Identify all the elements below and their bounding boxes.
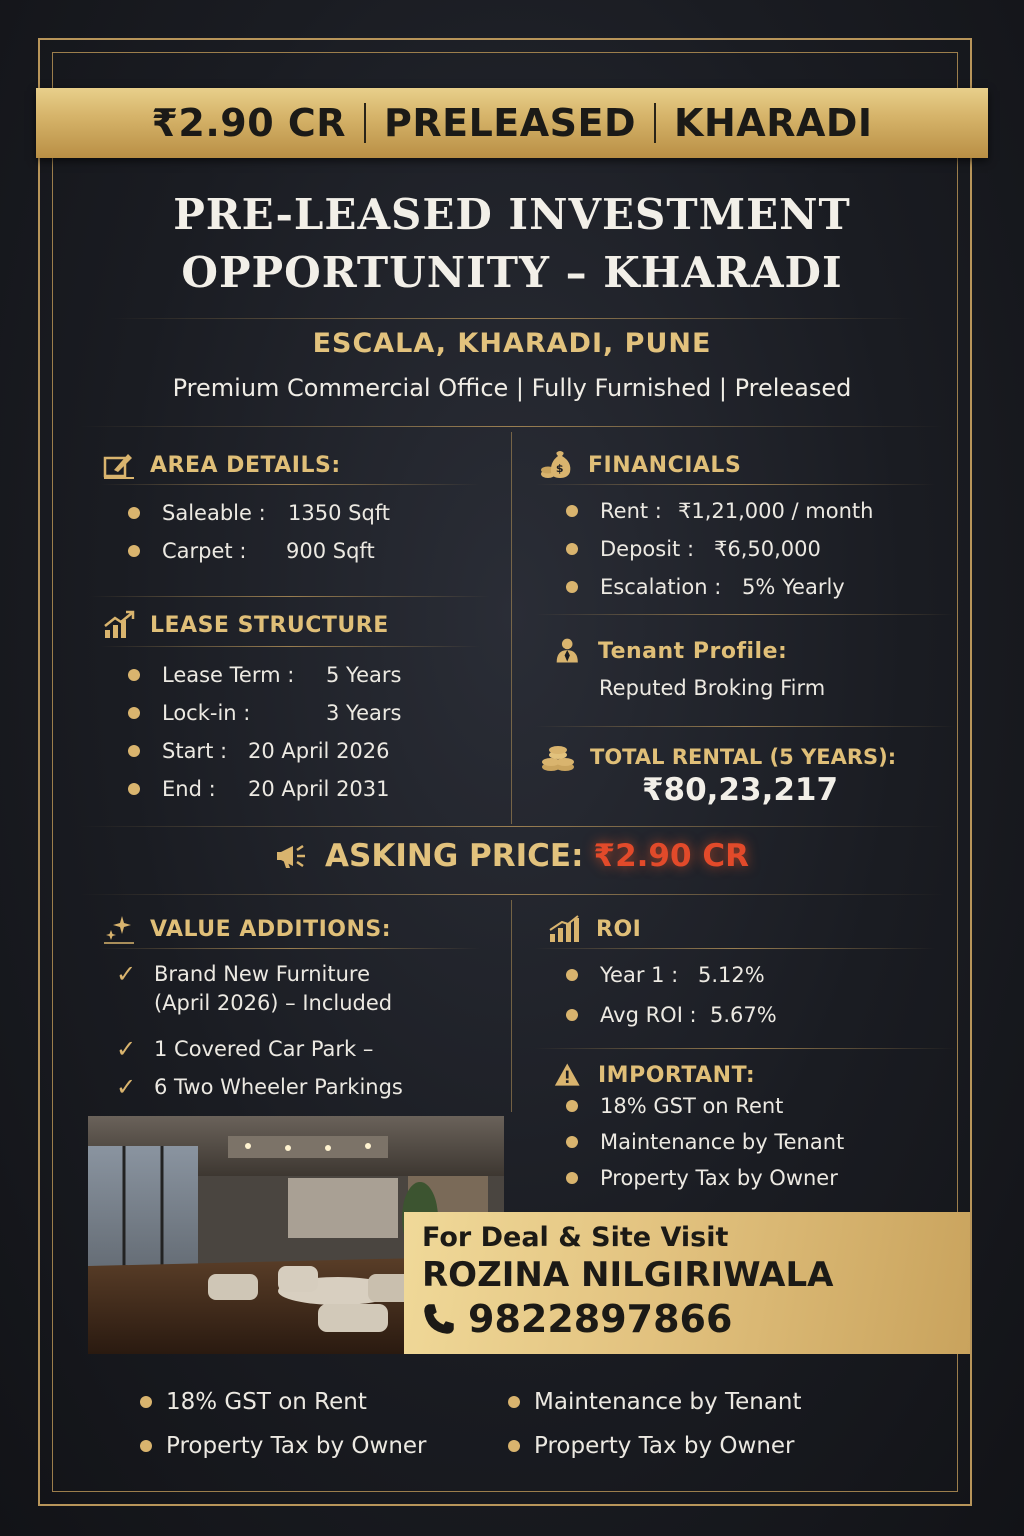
item-value: 900 Sqft [286, 539, 375, 563]
contact-name: ROZINA NILGIRIWALA [422, 1255, 834, 1295]
bullet-icon [140, 1396, 152, 1408]
area-details-list [128, 494, 390, 570]
property-subtitle: Premium Commercial Office | Fully Furnished | Preleased [172, 374, 852, 402]
bullet-icon [566, 1136, 578, 1148]
bullet-icon [566, 1172, 578, 1184]
title-line-1: PRE-LEASED INVESTMENT [173, 190, 851, 239]
item-text: Maintenance by Tenant [534, 1389, 802, 1415]
growth-chart-icon [102, 610, 136, 640]
item-key: Saleable : [162, 501, 266, 525]
divider [535, 484, 935, 485]
list-item [566, 1124, 844, 1160]
warning-icon [554, 1060, 584, 1090]
banner-price: ₹2.90 CR [151, 101, 347, 145]
item-key: Avg ROI : [600, 1003, 697, 1027]
check-icon: ✓ [116, 1073, 137, 1101]
list-item [508, 1424, 802, 1468]
value-additions-title: VALUE ADDITIONS: [150, 916, 392, 942]
value-additions-list [116, 960, 403, 1106]
item-key: Lease Term : [162, 663, 295, 687]
list-item [128, 532, 390, 570]
item-text: Property Tax by Owner [166, 1433, 427, 1459]
divider [100, 646, 480, 647]
divider [535, 726, 955, 727]
bullet-icon [128, 783, 140, 795]
bullet-icon [566, 581, 578, 593]
divider [535, 948, 935, 949]
list-item [128, 770, 401, 808]
item-value: 5% Yearly [742, 575, 845, 599]
item-text: Maintenance by Tenant [600, 1130, 845, 1154]
edit-icon [102, 450, 136, 480]
area-details-heading [102, 450, 341, 480]
list-item [566, 568, 873, 606]
divider [535, 1048, 955, 1049]
bottom-notes-right [508, 1380, 802, 1468]
column-divider [511, 432, 512, 824]
item-value: ₹6,50,000 [714, 537, 821, 561]
item-value: 1350 Sqft [288, 501, 391, 525]
item-key: Rent : [600, 499, 662, 523]
item-text: Property Tax by Owner [534, 1433, 795, 1459]
important-list [566, 1088, 844, 1196]
item-value: 5.67% [710, 1003, 777, 1027]
bullet-icon [140, 1440, 152, 1452]
item-line-1: 6 Two Wheeler Parkings [154, 1075, 403, 1099]
banner-separator [364, 103, 366, 143]
list-item [116, 1068, 403, 1106]
total-rental-label: TOTAL RENTAL (5 YEARS): [590, 745, 897, 769]
title-line-2: OPPORTUNITY – KHARADI [181, 248, 843, 297]
divider [100, 484, 480, 485]
column-divider [511, 900, 512, 1112]
list-item [566, 530, 873, 568]
contact-heading: For Deal & Site Visit [422, 1222, 729, 1253]
asking-price-value: ₹2.90 CR [593, 838, 749, 874]
sparkle-icon [102, 914, 136, 944]
item-line-1: 1 Covered Car Park – [154, 1037, 374, 1061]
top-banner [36, 88, 988, 158]
lease-structure-heading [102, 610, 389, 640]
tenant-profile-title: Tenant Profile: [598, 638, 788, 664]
money-bag-icon [540, 450, 574, 480]
item-text: Property Tax by Owner [600, 1166, 838, 1190]
divider [535, 614, 955, 615]
lease-structure-title: LEASE STRUCTURE [150, 612, 389, 638]
phone-icon [422, 1302, 456, 1336]
roi-heading [548, 914, 641, 944]
banner-location: KHARADI [674, 101, 873, 145]
roi-list [566, 956, 777, 1034]
roi-title: ROI [596, 916, 642, 942]
item-line-2: (April 2026) – Included [154, 991, 393, 1015]
megaphone-icon [275, 841, 309, 871]
divider [100, 948, 480, 949]
bar-chart-icon [548, 914, 582, 944]
bullet-icon [508, 1396, 520, 1408]
bottom-notes-left [140, 1380, 427, 1468]
item-key: Year 1 : [600, 963, 679, 987]
financials-title: FINANCIALS [588, 452, 742, 478]
bullet-icon [128, 545, 140, 557]
list-item [508, 1380, 802, 1424]
person-icon [554, 636, 584, 666]
bullet-icon [566, 543, 578, 555]
divider [80, 826, 944, 827]
total-rental-value: ₹80,23,217 [641, 772, 839, 808]
financials-list [566, 492, 873, 606]
list-item [128, 656, 401, 694]
list-item [566, 956, 777, 994]
list-item [116, 1030, 403, 1068]
list-item [128, 494, 390, 532]
item-value: 5.12% [698, 963, 765, 987]
item-key: Carpet : [162, 539, 247, 563]
list-item [566, 996, 777, 1034]
financials-heading [540, 450, 741, 480]
list-item [566, 1160, 844, 1196]
bullet-icon [508, 1440, 520, 1452]
value-additions-heading [102, 914, 391, 944]
bullet-icon [566, 969, 578, 981]
divider [90, 596, 490, 597]
bullet-icon [566, 1100, 578, 1112]
divider [80, 894, 944, 895]
list-item [128, 694, 401, 732]
bullet-icon [128, 707, 140, 719]
property-location: ESCALA, KHARADI, PUNE [312, 328, 712, 359]
check-icon: ✓ [116, 1035, 137, 1063]
important-title: IMPORTANT: [598, 1062, 756, 1088]
asking-price [60, 838, 964, 874]
list-item [116, 960, 403, 1030]
item-key: Deposit : [600, 537, 695, 561]
item-value: 20 April 2026 [248, 739, 390, 763]
contact-phone-row[interactable] [422, 1297, 970, 1341]
item-value: 5 Years [326, 663, 402, 687]
coins-icon [540, 742, 576, 772]
asking-price-label: ASKING PRICE: [325, 838, 584, 874]
item-key: Escalation : [600, 575, 722, 599]
bullet-icon [128, 745, 140, 757]
contact-phone[interactable]: 9822897866 [468, 1297, 733, 1341]
bullet-icon [566, 505, 578, 517]
bullet-icon [128, 507, 140, 519]
banner-status: PRELEASED [384, 101, 637, 145]
bullet-icon [128, 669, 140, 681]
item-value: 3 Years [326, 701, 402, 725]
item-line-1: Brand New Furniture [154, 962, 370, 986]
item-key: Lock-in : [162, 701, 251, 725]
item-value: 20 April 2031 [248, 777, 390, 801]
tenant-profile-heading [554, 636, 787, 666]
banner-separator [654, 103, 656, 143]
check-icon: ✓ [116, 960, 137, 988]
divider [80, 426, 944, 427]
item-text: 18% GST on Rent [600, 1094, 784, 1118]
item-value: ₹1,21,000 / month [678, 499, 874, 523]
bullet-icon [566, 1009, 578, 1021]
important-heading [554, 1060, 755, 1090]
list-item [140, 1424, 427, 1468]
list-item [566, 1088, 844, 1124]
list-item [128, 732, 401, 770]
item-key: End : [162, 777, 216, 801]
list-item [140, 1380, 427, 1424]
contact-card [404, 1212, 970, 1354]
item-key: Start : [162, 739, 228, 763]
area-details-title: AREA DETAILS: [150, 452, 341, 478]
list-item [566, 492, 873, 530]
divider [110, 318, 914, 319]
svg-text:$: $ [555, 462, 565, 475]
total-rental-heading [540, 742, 960, 772]
item-text: 18% GST on Rent [166, 1389, 367, 1415]
lease-structure-list [128, 656, 401, 808]
tenant-profile-value: Reputed Broking Firm [599, 676, 826, 700]
